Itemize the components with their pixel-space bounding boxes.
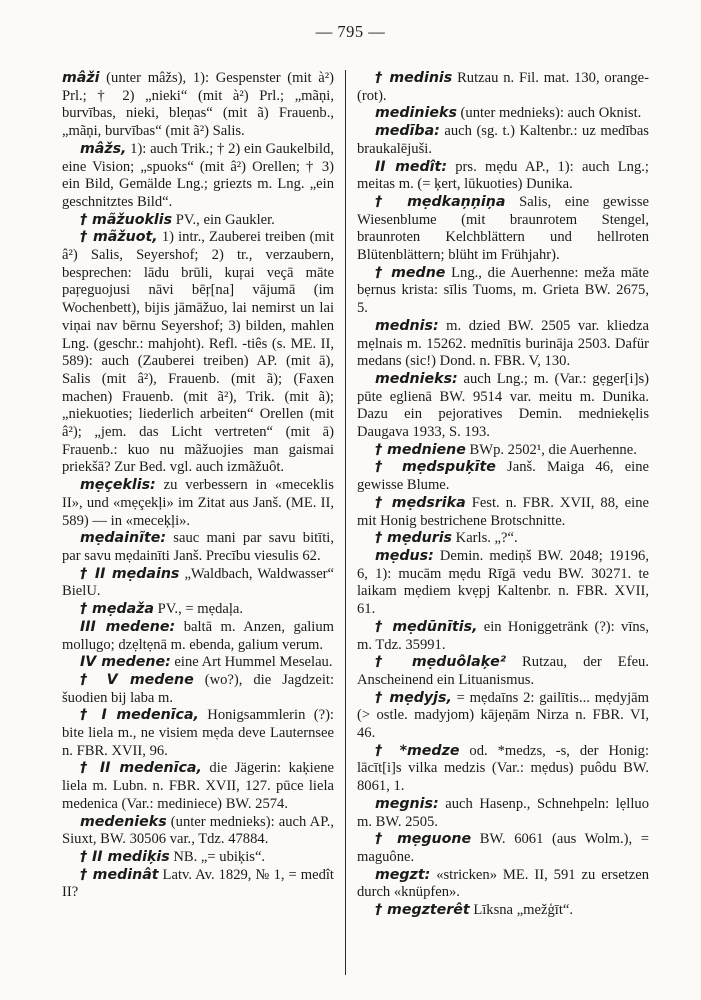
entry-text: PV., = mẹdaļa. <box>154 601 244 618</box>
dictionary-entry <box>357 495 649 530</box>
entry-headword: † mẹduris <box>375 530 452 547</box>
dictionary-entry <box>357 159 649 194</box>
left-column <box>62 70 334 902</box>
entry-headword: † medinis <box>375 70 453 86</box>
entry-headword: medinieks <box>375 105 457 122</box>
dictionary-entry <box>62 867 334 902</box>
entry-headword: IV medene: <box>80 654 171 671</box>
entry-text: (unter mednieks): auch Oknist. <box>456 105 642 122</box>
entry-headword: megzt: <box>375 866 431 883</box>
entry-text: sauc mani par savu bitīti, par savu mẹdainīti Janš. Precību viesulis 62. <box>62 530 334 564</box>
entry-text: = mẹdaīns 2: gailītis... mẹdyjām (> ostle. madyjom) kājeņām Nirza n. FBR. VI, 46. <box>357 689 650 742</box>
dictionary-entry <box>357 530 649 548</box>
dictionary-entry <box>62 601 334 619</box>
entry-text: eine Art Hummel Meselau. <box>170 654 333 671</box>
entry-text: „Waldbach, Waldwasser“ BielU. <box>62 565 335 600</box>
entry-text: (unter mednieks): auch AP., Siuxt, BW. 30506 var., Tdz. 47884. <box>62 813 334 848</box>
entry-text: Demin. mediņš BW. 2048; 19196, 6, 1): mucām mẹdu Rīgā vedu BW. 30271. te laikam mẹdiem kvẹpj Kaltenbr. n. FBR. XVII, 61. <box>357 547 649 618</box>
dictionary-entry <box>357 105 649 123</box>
entry-headword: mednieks: <box>375 370 458 387</box>
entry-text: «stricken» ME. II, 591 zu ersetzen durch «knüpfen». <box>357 866 649 901</box>
entry-text: Lng., die Auerhenne: meža māte bẹrnus krista: sīlis Tuoms, m. Grieta BW. 2675, 5. <box>357 264 649 317</box>
entry-headword: † medniene <box>375 441 466 458</box>
dictionary-entry <box>357 442 649 460</box>
entry-text: Honigsammlerin (?): bite liela m., ne visiem mẹda deve Lauternsee n. FBR. XVII, 96. <box>62 707 334 759</box>
dictionary-entry <box>357 690 649 743</box>
dictionary-entry <box>62 70 334 141</box>
entry-text: NB. „= ubiķis“. <box>169 848 266 865</box>
entry-headword: medenieks <box>80 813 167 830</box>
dictionary-entry <box>62 814 334 849</box>
entry-text: 1) intr., Zauberei treiben (mit â²) Salis, Seyershof; 2) tr., verzaubern, besprechen: lādu brūli, kuŗai veçā māte paŗeguojusi nāvi bēŗ[na] vājumā (im Wochenbett), bijis jāmāžuo, lai nemirst un lai viņai nav bērnu Seyershof; 3) bilden, mahlen Lng. (geschr.: mahjoht). Refl. -tiês (s. ME. II, 589): auch (Zauberei treiben) AP. (mit ā), Salis (mit â²), Frauenb. (mit ã); (Faxen machen) Frauenb. (mit ã²), Trik. (mit ã); „niekuoties; liederlich arbeiten“ Orellen (mit â²); „jem. das Licht vertreten“ (mit ā) Frauenb.: kuo nu mãžuojies man gaismai priekšā? Zur Bed. vgl. auch izmãžuôt. <box>62 229 334 476</box>
entry-text: baltā m. Anzen, galium mollugo; dzẹltẹnā m. ebenda, galium verum. <box>62 618 334 653</box>
entry-text: Latv. Av. 1829, № 1, = medît II? <box>62 866 334 901</box>
entry-headword: † mãžuot, <box>80 229 158 246</box>
entry-headword: medība: <box>375 123 440 140</box>
entry-headword: II medît: <box>375 158 447 175</box>
entry-headword: † megzterêt <box>375 902 470 919</box>
dictionary-entry <box>62 566 334 601</box>
entry-text: Rutzau n. Fil. mat. 130, orange- (rot). <box>357 70 649 104</box>
entry-headword: † V medene <box>80 671 194 688</box>
entry-headword: mâži <box>62 70 100 86</box>
entry-text: PV., ein Gaukler. <box>172 211 275 228</box>
entry-headword: † mẹdsrika <box>375 494 466 511</box>
entry-text: auch (sg. t.) Kaltenbr.: uz medības braukalējuši. <box>357 123 649 157</box>
dictionary-entry <box>357 265 649 318</box>
dictionary-entry <box>357 831 649 866</box>
entry-text: od. *medzs, -s, der Honig: lācīt[i]s vilka medzis (Var.: mẹdus) puôdu BW. 8061, 1. <box>357 742 649 795</box>
entry-text: BWp. 2502¹, die Auerhenne. <box>465 441 637 458</box>
entry-text: die Jägerin: kaķiene liela m. Lubn. n. FBR. XVII, 127. pūce liela medenica (Var.: mediniece) BW. 2574. <box>62 760 334 812</box>
dictionary-entry <box>357 548 649 619</box>
page-number: — 795 — <box>315 22 386 41</box>
dictionary-entry <box>357 902 649 920</box>
dictionary-entry <box>357 796 649 831</box>
dictionary-entry <box>357 318 649 371</box>
entry-text: 1): auch Trik.; † 2) ein Gaukelbild, eine Vision; „spuoks“ (mit â²) Orellen; † 3) ein Bild, Gemälde Lng.; griezts m. Lng. „ein geschnitztes Bild“. <box>62 140 334 210</box>
dictionary-entry <box>62 619 334 654</box>
dictionary-entry <box>357 654 649 689</box>
entry-text: prs. mẹdu AP., 1): auch Lng.; meitas m. (= ķert, lūkuoties) Dunika. <box>357 158 649 193</box>
entry-text: (wo?), die Jagdzeit: šuodien bij laba m. <box>62 671 334 706</box>
dictionary-entry <box>357 459 649 494</box>
dictionary-entry <box>62 212 334 230</box>
entry-headword: † mẹguone <box>375 831 472 848</box>
entry-headword: † I medenīca, <box>80 707 199 724</box>
entry-text: BW. 6061 (aus Wolm.), = maguône. <box>357 831 649 865</box>
entry-headword: † *medze <box>375 742 460 759</box>
entry-headword: III medene: <box>80 618 176 635</box>
column-divider <box>345 70 346 975</box>
dictionary-entry <box>357 371 649 442</box>
dictionary-entry <box>62 760 334 813</box>
dictionary-entry <box>357 743 649 796</box>
dictionary-entry <box>62 530 334 565</box>
dictionary-entry <box>357 867 649 902</box>
dictionary-entry <box>357 194 649 265</box>
entry-headword: † II medenīca, <box>80 760 202 777</box>
entry-headword: † medinât <box>80 866 159 883</box>
entry-text: (unter mâžs), 1): Gespenster (mit à²) Prl.; † 2) „nieki“ (mit à²) Prl.; „mãņi, burvības, nieki, bleņas“ (mit ã) Frauenb., „mãņi, burvības“ (mit ã²) Salis. <box>62 70 334 140</box>
dictionary-entry <box>62 654 334 672</box>
entry-headword: mẹçeklis: <box>80 477 156 494</box>
entry-headword: † mẹduôlaķe² <box>375 654 506 671</box>
entry-headword: † II mediķis <box>80 848 170 865</box>
entry-headword: mâžs, <box>80 140 127 157</box>
entry-headword: † medne <box>375 264 446 281</box>
dictionary-entry <box>62 477 334 530</box>
entry-text: ein Honiggetränk (?): vīns, m. Tdz. 35991. <box>357 618 649 653</box>
entry-headword: megnis: <box>375 795 439 812</box>
dictionary-entry <box>62 707 334 760</box>
entry-text: Salis, eine gewisse Wiesenblume (mit braunrotem Stengel, braunroten Kelchblättern und hellroten Blütenblättern; blüht im Frühjahr). <box>357 193 649 264</box>
dictionary-entry <box>62 229 334 477</box>
entry-headword: mẹdus: <box>375 547 434 564</box>
entry-text: Janš. Maiga 46, eine gewisse Blume. <box>357 459 649 494</box>
entry-headword: mẹdainĩte: <box>80 530 167 547</box>
entry-headword: mednis: <box>375 317 439 334</box>
dictionary-entry <box>62 849 334 867</box>
entry-text: auch Lng.; m. (Var.: gẹger[i]s) pūte eglienā BW. 9514 var. meitu m. Dunika. Dazu ein pejoratives Demin. medniekẹlis Daugava 1933, S. 193. <box>357 370 649 441</box>
entry-text: Līksna „mežģīt“. <box>469 902 574 919</box>
entry-headword: † mẹdaža <box>80 601 154 618</box>
entry-headword: † II mẹdains <box>80 565 180 582</box>
dictionary-entry <box>62 141 334 212</box>
entry-headword: † mẹdyjs, <box>375 689 452 706</box>
dictionary-entry <box>357 123 649 158</box>
entry-headword: † mẹdūnītis, <box>375 618 478 635</box>
dictionary-entry <box>357 70 649 105</box>
entry-text: Fest. n. FBR. XVII, 88, eine mit Honig bestrichene Brotschnitte. <box>357 494 649 529</box>
dictionary-entry <box>62 672 334 707</box>
entry-text: zu verbessern in «meceklis II», und «mẹçekļi» im Zitat aus Janš. (ME. II, 589) — in «meceķļi». <box>62 477 334 529</box>
entry-text: Karls. „?“. <box>452 530 518 547</box>
dictionary-entry <box>357 619 649 654</box>
entry-headword: † mẹdkaņņiņa <box>375 193 506 210</box>
entry-text: m. dzied BW. 2505 var. kliedza mẹlnais m. 15262. mednītis burināja 2503. Dafür medans (sic!) Dond. n. FBR. V, 130. <box>357 317 649 370</box>
right-column <box>357 70 649 920</box>
entry-headword: † mẹdspuķīte <box>375 459 496 476</box>
entry-text: Rutzau, der Efeu. Anscheinend ein Lituanismus. <box>357 654 649 688</box>
entry-text: auch Hasenp., Schnehpeln: lẹlluo m. BW. 2505. <box>357 795 649 830</box>
entry-headword: † mãžuoklis <box>80 211 173 228</box>
